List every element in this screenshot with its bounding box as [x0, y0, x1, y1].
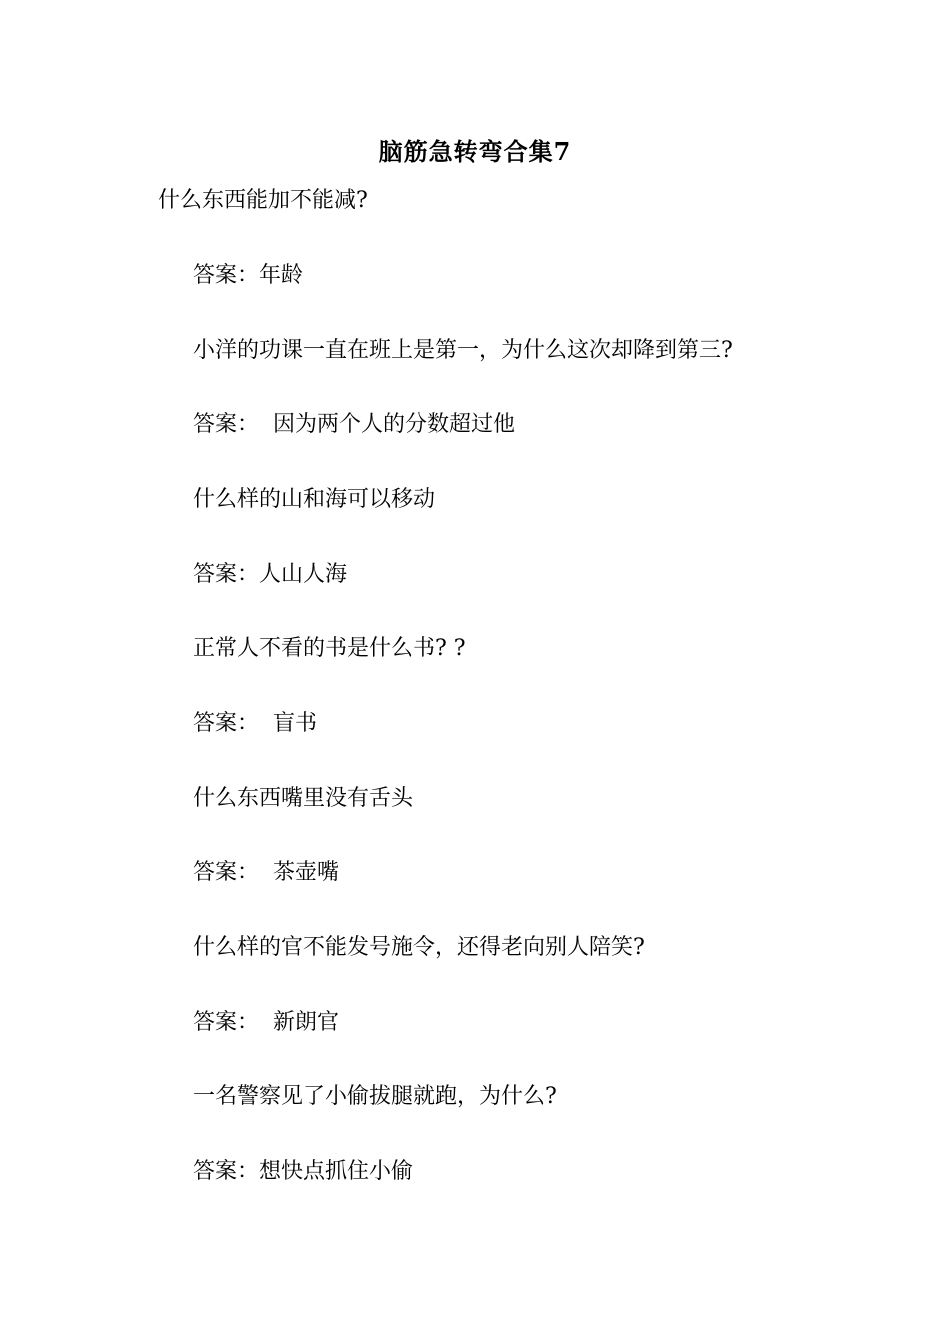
question-line: 小洋的功课一直在班上是第一，为什么这次却降到第三?	[193, 338, 733, 363]
question-line: 什么东西能加不能减?	[158, 188, 368, 213]
answer-line: 答案： 因为两个人的分数超过他	[193, 412, 515, 437]
answer-line: 答案： 茶壶嘴	[193, 860, 339, 885]
document-title: 脑筋急转弯合集7	[378, 137, 572, 166]
question-line: 一名警察见了小偷拔腿就跑，为什么?	[193, 1084, 557, 1109]
answer-line: 答案：年龄	[193, 263, 304, 288]
question-line: 什么东西嘴里没有舌头	[193, 786, 414, 811]
answer-line: 答案：想快点抓住小偷	[193, 1159, 414, 1184]
question-line: 什么样的山和海可以移动	[193, 487, 436, 512]
answer-line: 答案：人山人海	[193, 562, 348, 587]
question-line: 什么样的官不能发号施令，还得老向别人陪笑?	[193, 935, 645, 960]
answer-line: 答案： 盲书	[193, 711, 317, 736]
answer-line: 答案： 新朗官	[193, 1010, 339, 1035]
question-line: 正常人不看的书是什么书? ?	[193, 636, 466, 661]
